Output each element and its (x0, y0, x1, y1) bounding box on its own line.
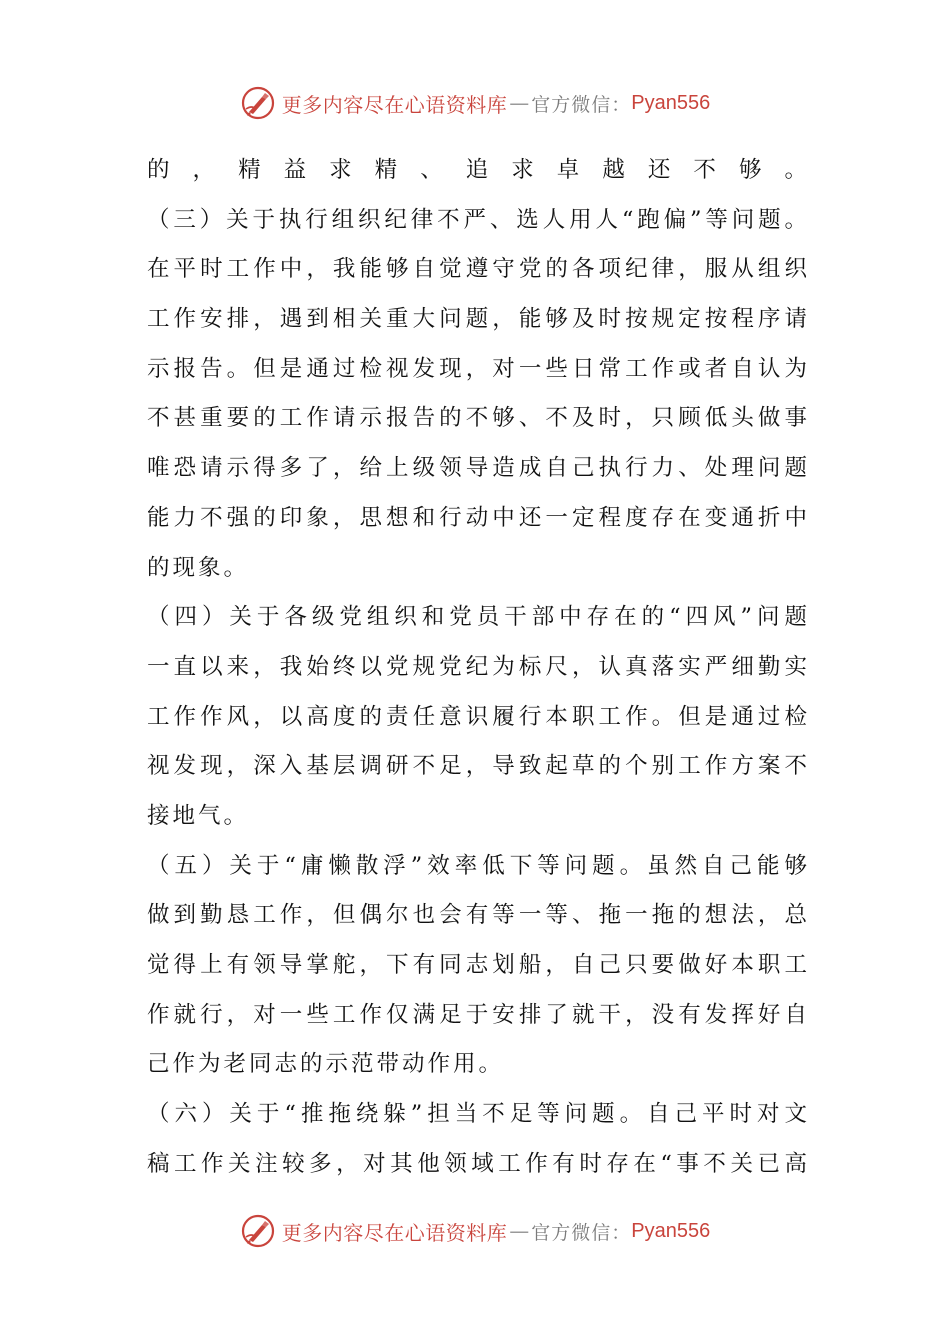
header-banner (0, 83, 950, 123)
section-heading-four: （四）关于各级党组织和党员干部中存在的“四风”问题 (147, 604, 807, 631)
document-body (147, 146, 807, 1189)
banner-wechat-id: Pyan556 (631, 1219, 711, 1242)
text-line: 在平时工作中，我能够自觉遵守党的各项纪律，服从组织 (147, 256, 807, 283)
text-line: 工作安排，遇到相关重大问题，能够及时按规定按程序请 (147, 306, 807, 333)
section-heading-six: （六）关于“推拖绕躲”担当不足等问题。自己平时对文 (147, 1101, 807, 1128)
section-heading-five: （五）关于“庸懒散浮”效率低下等问题。虽然自己能够 (147, 852, 807, 879)
banner-wechat-id: Pyan556 (631, 91, 711, 114)
text-line: 视发现，深入基层调研不足，导致起草的个别工作方案不 (147, 753, 807, 780)
footer-banner (0, 1211, 950, 1251)
text-line: 己作为老同志的示范带动作用。 (147, 1051, 505, 1078)
banner-wechat-label: 官方微信： (531, 1221, 632, 1244)
banner-site-text: 更多内容尽在心语资料库 (281, 92, 508, 117)
text-line: 不甚重要的工作请示报告的不够、不及时，只顾低头做事 (147, 405, 807, 432)
text-line: 的现象。 (147, 554, 250, 581)
banner-site-text: 更多内容尽在心语资料库 (281, 1220, 508, 1245)
text-line: 的，精益求精、追求卓越还不够。 (147, 157, 807, 183)
text-line: 能力不强的印象，思想和行动中还一定程度存在变通折中 (147, 504, 807, 531)
text-line: 作就行，对一些工作仅满足于安排了就干，没有发挥好自 (147, 1001, 807, 1028)
text-line: 稿工作关注较多，对其他领域工作有时存在“事不关已高 (147, 1150, 807, 1177)
pen-logo-icon (240, 1213, 276, 1249)
text-line: 示报告。但是通过检视发现，对一些日常工作或者自认为 (147, 355, 807, 382)
banner-dash: — (509, 1219, 530, 1243)
text-line: 工作作风，以高度的责任意识履行本职工作。但是通过检 (147, 703, 807, 730)
text-line: 唯恐请示得多了，给上级领导造成自己执行力、处理问题 (147, 455, 807, 482)
text-line: 做到勤恳工作，但偶尔也会有等一等、拖一拖的想法，总 (147, 902, 807, 929)
banner-wechat-label: 官方微信： (531, 93, 632, 116)
text-line: 接地气。 (147, 802, 250, 829)
text-line: 觉得上有领导掌舵，下有同志划船，自己只要做好本职工 (147, 952, 807, 978)
text-line: 一直以来，我始终以党规党纪为标尺，认真落实严细勤实 (147, 653, 807, 680)
pen-logo-icon (240, 85, 276, 121)
banner-dash: — (509, 91, 530, 115)
section-heading-three: （三）关于执行组织纪律不严、选人用人“跑偏”等问题。 (147, 206, 807, 233)
